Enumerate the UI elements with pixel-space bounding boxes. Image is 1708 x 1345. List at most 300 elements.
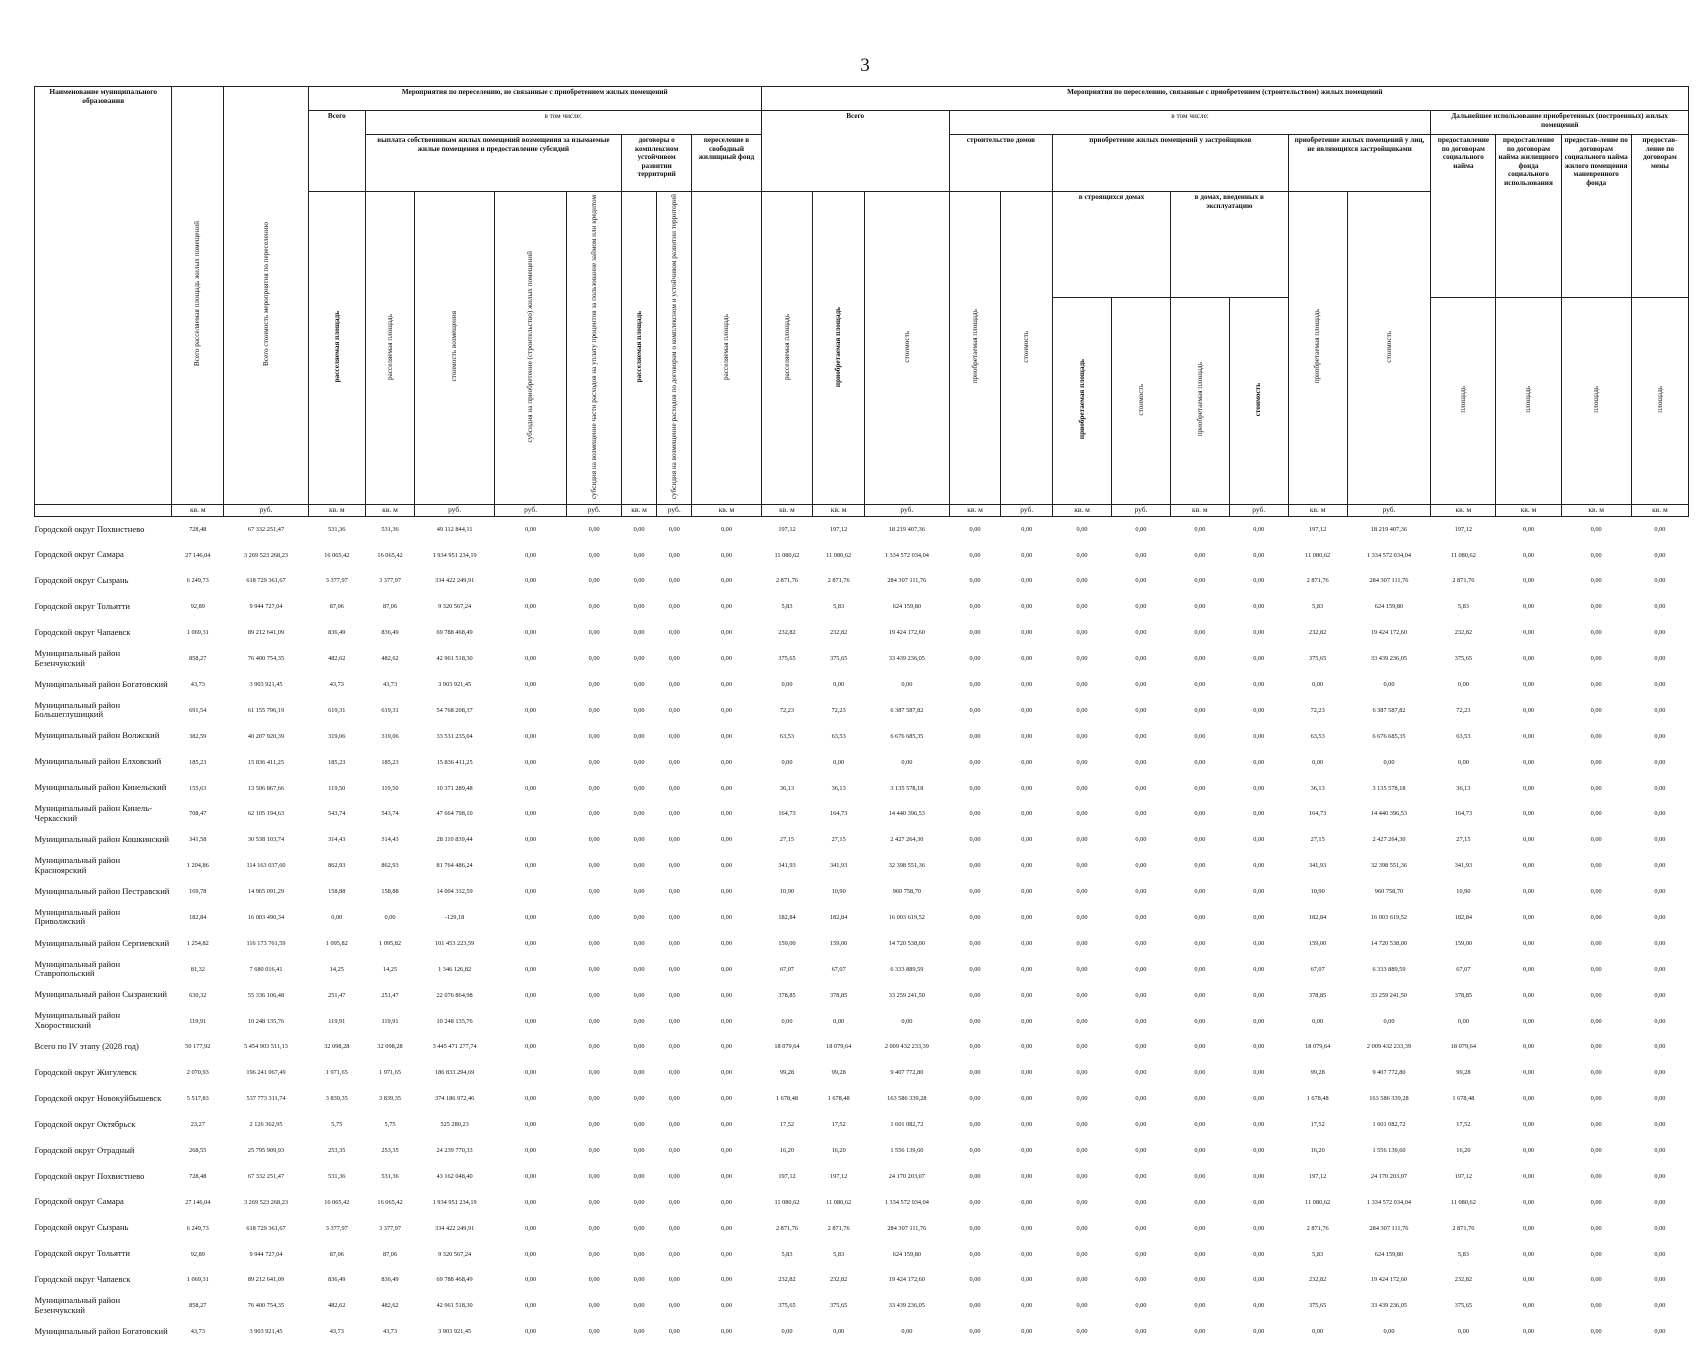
value-cell: 0,00 <box>1076 1224 1088 1232</box>
value-cell: 0,00 <box>720 1328 732 1336</box>
value-cell: 0,00 <box>1253 991 1265 999</box>
value-cell: 0,00 <box>588 629 600 637</box>
value-cell: 0,00 <box>1135 551 1147 559</box>
value-cell: 5,83 <box>1457 603 1469 611</box>
header-purchase-non-developers: приобретение жилых помещений у лиц, не являющихся застройщиками <box>1288 135 1431 192</box>
value-cell: 0,00 <box>1522 888 1534 896</box>
value-cell: 0,00 <box>1135 1043 1147 1051</box>
value-cell: 0,00 <box>1135 991 1147 999</box>
value-cell: 691,54 <box>189 706 207 714</box>
table-row <box>35 982 1689 1008</box>
value-cell: 0,00 <box>1194 1095 1206 1103</box>
value-cell: 0,00 <box>668 551 680 559</box>
value-cell: 0,00 <box>1522 577 1534 585</box>
value-cell: 482,62 <box>381 1302 399 1310</box>
value-cell: 36,13 <box>779 784 795 792</box>
value-cell: 43,73 <box>382 680 398 688</box>
value-cell: 63,53 <box>1310 732 1325 740</box>
value-cell: 14 965 091,29 <box>247 888 285 896</box>
value-cell: 0,00 <box>720 1095 732 1103</box>
value-cell: 0,00 <box>525 1224 537 1232</box>
value-cell: 0,00 <box>668 888 680 896</box>
table-row <box>35 879 1689 905</box>
value-cell: 0,00 <box>1076 836 1088 844</box>
value-cell: 87,06 <box>382 1250 398 1258</box>
value-cell: 5,83 <box>833 603 845 611</box>
value-cell: 0,00 <box>720 939 732 947</box>
value-cell: 0,00 <box>633 1172 645 1180</box>
unit-cell: руб. <box>224 504 309 516</box>
value-cell: 0,00 <box>633 1147 645 1154</box>
value-cell: 99,28 <box>1456 1069 1471 1077</box>
value-cell: 159,00 <box>829 939 848 947</box>
value-cell: 19 424 172,60 <box>888 629 925 637</box>
municipality-name: Городской округ Жигулевск <box>34 1067 137 1078</box>
value-cell: -129,18 <box>444 913 465 921</box>
value-cell: 0,00 <box>1590 939 1602 947</box>
value-cell: 24 170 203,07 <box>888 1172 925 1180</box>
value-cell: 61 155 796,19 <box>247 706 285 714</box>
value-cell: 525 280,23 <box>440 1121 469 1129</box>
value-cell: 0,00 <box>633 1302 645 1310</box>
value-cell: 0,00 <box>1135 629 1147 637</box>
value-cell: 0,00 <box>525 1172 537 1180</box>
value-cell: 0,00 <box>588 939 600 947</box>
resettlement-table-sheet <box>34 86 1689 1345</box>
value-cell: 0,00 <box>969 1069 981 1077</box>
value-cell: 69 788 468,49 <box>436 629 473 637</box>
value-cell: 0,00 <box>1590 525 1602 533</box>
value-cell: 0,00 <box>1654 1250 1666 1258</box>
value-cell: 0,00 <box>588 991 600 999</box>
value-cell: 163 586 339,28 <box>1369 1095 1409 1103</box>
value-cell: 630,32 <box>189 991 207 999</box>
value-cell: 0,00 <box>1654 1172 1666 1180</box>
header-compensation-cost: стоимость возмещения <box>415 192 495 505</box>
value-cell: 0,00 <box>588 1224 600 1232</box>
value-cell: 624 159,80 <box>1374 603 1404 611</box>
value-cell: 0,00 <box>720 706 732 714</box>
value-cell: 378,85 <box>829 991 848 999</box>
value-cell: 33 439 236,05 <box>888 655 925 663</box>
value-cell: 0,00 <box>588 577 600 585</box>
value-cell: 2 009 432 233,39 <box>1366 1043 1411 1051</box>
value-cell: 10 371 289,48 <box>436 784 473 792</box>
value-cell: 0,00 <box>525 1276 537 1284</box>
header-municipality: Наименование муниципального образования <box>35 87 172 505</box>
value-cell: 164,73 <box>1308 810 1327 818</box>
header-purchase-developers: приобретение жилых помещений у застройщиков <box>1053 135 1289 192</box>
value-cell: 375,65 <box>778 1302 796 1310</box>
municipality-name: Муниципальный район Кинельский <box>34 782 167 793</box>
value-cell: 19 424 172,60 <box>1370 629 1408 637</box>
value-cell: 1 334 572 034,04 <box>1366 551 1411 559</box>
value-cell: 0,00 <box>1194 1043 1206 1051</box>
value-cell: 0,00 <box>720 551 732 559</box>
value-cell: 0,00 <box>1654 603 1666 611</box>
unit-cell: кв. м <box>692 504 761 516</box>
value-cell: 0,00 <box>1590 577 1602 585</box>
value-cell: 0,00 <box>1253 758 1265 766</box>
value-cell: 0,00 <box>633 1276 645 1284</box>
table-row <box>35 620 1689 646</box>
value-cell: 0,00 <box>668 1328 680 1336</box>
municipality-name: Всего по IV этапу (2028 год) <box>34 1041 139 1052</box>
value-cell: 0,00 <box>1021 1172 1033 1180</box>
value-cell: 182,84 <box>1454 913 1473 921</box>
value-cell: 0,00 <box>525 1017 537 1025</box>
value-cell: 0,00 <box>1135 1172 1147 1180</box>
value-cell: 0,00 <box>720 1043 732 1051</box>
value-cell: 0,00 <box>633 1328 645 1336</box>
value-cell: 0,00 <box>588 1043 600 1051</box>
value-cell: 0,00 <box>1654 577 1666 585</box>
value-cell: 2 070,93 <box>186 1069 209 1077</box>
value-cell: 10,90 <box>1456 888 1471 896</box>
value-cell: 0,00 <box>1021 1069 1033 1077</box>
value-cell: 0,00 <box>668 1017 680 1025</box>
value-cell: 0,00 <box>720 1147 732 1154</box>
value-cell: 0,00 <box>1135 577 1147 585</box>
header-group-acquired: Мероприятия по переселению, связанные с приобретением (строительством) жилых помещений <box>761 87 1688 111</box>
value-cell: 0,00 <box>668 1147 680 1154</box>
header-resettled-area-total: расселяемая площадь <box>308 192 365 505</box>
table-row <box>35 516 1689 542</box>
value-cell: 0,00 <box>720 1224 732 1232</box>
value-cell: 0,00 <box>588 603 600 611</box>
header-resettled-area-payout: расселяемая площадь <box>365 192 415 505</box>
value-cell: 1 334 572 034,04 <box>884 1198 929 1206</box>
value-cell: 232,82 <box>1454 629 1473 637</box>
value-cell: 7 680 016,41 <box>249 965 283 973</box>
header-area-maneuver: площадь <box>1561 297 1631 504</box>
value-cell: 960 758,70 <box>1374 888 1404 896</box>
header-total-acquired: Всего <box>761 111 949 192</box>
value-cell: 0,00 <box>969 784 981 792</box>
value-cell: 0,00 <box>1253 680 1265 688</box>
value-cell: 0,00 <box>969 1328 981 1336</box>
unit-cell: руб. <box>1001 504 1053 516</box>
value-cell: 0,00 <box>1194 939 1206 947</box>
value-cell: 0,00 <box>1383 680 1395 688</box>
value-cell: 0,00 <box>1654 1069 1666 1077</box>
value-cell: 0,00 <box>1654 1017 1666 1025</box>
value-cell: 0,00 <box>1253 525 1265 533</box>
value-cell: 197,12 <box>778 525 796 533</box>
value-cell: 0,00 <box>969 862 981 870</box>
value-cell: 87,06 <box>329 1250 344 1258</box>
value-cell: 232,82 <box>829 629 848 637</box>
value-cell: 0,00 <box>1194 1017 1206 1025</box>
value-cell: 0,00 <box>1076 629 1088 637</box>
value-cell: 0,00 <box>969 991 981 999</box>
table-row <box>35 568 1689 594</box>
value-cell: 618 729 361,67 <box>246 577 286 585</box>
value-cell: 0,00 <box>969 706 981 714</box>
value-cell: 0,00 <box>1253 706 1265 714</box>
value-cell: 0,00 <box>1590 1147 1602 1154</box>
value-cell: 9 944 727,04 <box>249 1250 283 1258</box>
value-cell: 0,00 <box>1312 758 1324 766</box>
header-including-not-acquired: в том числе: <box>365 111 761 135</box>
value-cell: 0,00 <box>833 1017 845 1025</box>
value-cell: 0,00 <box>1654 629 1666 637</box>
value-cell: 1 254,82 <box>186 939 209 947</box>
value-cell: 232,82 <box>1308 629 1327 637</box>
value-cell: 0,00 <box>969 655 981 663</box>
header-construction: строительство домов <box>949 135 1052 192</box>
value-cell: 0,00 <box>1021 577 1033 585</box>
header-in-construction: в строящихся домах <box>1053 192 1171 298</box>
value-cell: 0,00 <box>1135 1328 1147 1336</box>
value-cell: 0,00 <box>1522 1198 1534 1206</box>
value-cell: 0,00 <box>1522 1147 1534 1154</box>
value-cell: 67,07 <box>831 965 846 973</box>
value-cell: 0,00 <box>1253 1069 1265 1077</box>
municipality-name: Муниципальный район Елховский <box>34 756 162 767</box>
value-cell: 0,00 <box>1654 836 1666 844</box>
value-cell: 0,00 <box>1021 836 1033 844</box>
value-cell: 11 080,62 <box>1450 1198 1476 1206</box>
value-cell: 0,00 <box>1253 1302 1265 1310</box>
value-cell: 0,00 <box>668 913 680 921</box>
value-cell: 0,00 <box>588 655 600 663</box>
municipality-name: Городской округ Сызрань <box>34 575 129 586</box>
value-cell: 0,00 <box>1654 810 1666 818</box>
value-cell: 0,00 <box>720 577 732 585</box>
municipality-name: Городской округ Похвистнево <box>34 523 145 534</box>
value-cell: 0,00 <box>1021 888 1033 896</box>
value-cell: 0,00 <box>1253 1198 1265 1206</box>
value-cell: 0,00 <box>1076 551 1088 559</box>
value-cell: 9 320 567,24 <box>438 603 472 611</box>
value-cell: 3 903 921,45 <box>438 1328 472 1336</box>
value-cell: 0,00 <box>633 913 645 921</box>
value-cell: 81 764 486,24 <box>436 862 473 870</box>
value-cell: 1 971,65 <box>325 1069 348 1077</box>
value-cell: 0,00 <box>633 603 645 611</box>
table-row <box>35 1138 1689 1164</box>
value-cell: 9 320 567,24 <box>438 1250 472 1258</box>
value-cell: 0,00 <box>668 655 680 663</box>
unit-cell: руб. <box>1229 504 1288 516</box>
value-cell: 0,00 <box>525 1069 537 1077</box>
value-cell: 72,23 <box>779 706 795 714</box>
value-cell: 0,00 <box>633 965 645 973</box>
value-cell: 0,00 <box>668 939 680 947</box>
value-cell: 36,13 <box>831 784 846 792</box>
value-cell: 836,49 <box>328 629 346 637</box>
municipality-name: Городской округ Новокуйбышевск <box>34 1092 162 1103</box>
value-cell: 0,00 <box>969 888 981 896</box>
value-cell: 836,49 <box>381 629 399 637</box>
value-cell: 0,00 <box>633 784 645 792</box>
value-cell: 6 249,73 <box>186 1224 209 1232</box>
value-cell: 42 961 518,30 <box>436 655 473 663</box>
value-cell: 0,00 <box>1522 939 1534 947</box>
value-cell: 0,00 <box>720 965 732 973</box>
value-cell: 197,12 <box>778 1172 796 1180</box>
municipality-name: Муниципальный район Хворостянский <box>34 1010 121 1031</box>
value-cell: 1 334 572 034,04 <box>884 551 929 559</box>
value-cell: 0,00 <box>1135 1276 1147 1284</box>
value-cell: 0,00 <box>1253 1121 1265 1129</box>
value-cell: 858,27 <box>189 655 207 663</box>
value-cell: 0,00 <box>525 913 537 921</box>
value-cell: 0,00 <box>720 1017 732 1025</box>
value-cell: 0,00 <box>1076 1302 1088 1310</box>
value-cell: 0,00 <box>1021 732 1033 740</box>
value-cell: 0,00 <box>633 810 645 818</box>
value-cell: 232,82 <box>829 1276 848 1284</box>
value-cell: 197,12 <box>1454 525 1473 533</box>
value-cell: 9 407 772,80 <box>890 1069 924 1077</box>
municipality-name: Городской округ Самара <box>34 549 124 560</box>
value-cell: 0,00 <box>1194 758 1206 766</box>
value-cell: 3 377,97 <box>325 577 348 585</box>
value-cell: 0,00 <box>1590 1224 1602 1232</box>
value-cell: 0,00 <box>668 732 680 740</box>
value-cell: 43,73 <box>329 680 344 688</box>
value-cell: 0,00 <box>1590 706 1602 714</box>
value-cell: 0,00 <box>1021 706 1033 714</box>
value-cell: 0,00 <box>1654 1198 1666 1206</box>
value-cell: 0,00 <box>1076 732 1088 740</box>
table-row <box>35 1112 1689 1138</box>
value-cell: 0,00 <box>525 629 537 637</box>
value-cell: 0,00 <box>1253 1224 1265 1232</box>
value-cell: 0,00 <box>1194 1328 1206 1336</box>
value-cell: 0,00 <box>720 784 732 792</box>
value-cell: 3 135 578,18 <box>1372 784 1406 792</box>
value-cell: 0,00 <box>1021 1043 1033 1051</box>
value-cell: 0,00 <box>720 1121 732 1129</box>
value-cell: 185,23 <box>189 758 207 766</box>
value-cell: 0,00 <box>1383 758 1395 766</box>
value-cell: 0,00 <box>1076 991 1088 999</box>
value-cell: 23,27 <box>190 1121 205 1129</box>
value-cell: 0,00 <box>588 965 600 973</box>
header-acquired-area-in-commissioned: приобретаемая площадь <box>1170 297 1229 504</box>
value-cell: 0,00 <box>969 1250 981 1258</box>
municipality-name: Городской округ Тольятти <box>34 601 131 611</box>
value-cell: 0,00 <box>668 1276 680 1284</box>
value-cell: 2 871,76 <box>1452 577 1475 585</box>
value-cell: 0,00 <box>1076 603 1088 611</box>
value-cell: 0,00 <box>633 655 645 663</box>
value-cell: 196 241 067,49 <box>246 1069 286 1077</box>
value-cell: 375,65 <box>1308 655 1327 663</box>
value-cell: 1 601 082,72 <box>1372 1121 1406 1129</box>
value-cell: 0,00 <box>833 758 845 766</box>
value-cell: 543,74 <box>328 810 346 818</box>
value-cell: 0,00 <box>1135 1198 1147 1206</box>
value-cell: 13 506 867,66 <box>247 784 285 792</box>
value-cell: 0,00 <box>1253 655 1265 663</box>
value-cell: 0,00 <box>969 1147 981 1154</box>
value-cell: 341,93 <box>829 862 848 870</box>
table-row <box>35 827 1689 853</box>
value-cell: 0,00 <box>1590 1069 1602 1077</box>
value-cell: 0,00 <box>633 1043 645 1051</box>
value-cell: 0,00 <box>668 1302 680 1310</box>
value-cell: 0,00 <box>1253 551 1265 559</box>
value-cell: 0,00 <box>720 810 732 818</box>
value-cell: 268,55 <box>189 1147 207 1154</box>
value-cell: 0,00 <box>901 1017 913 1025</box>
value-cell: 5,83 <box>1312 603 1324 611</box>
value-cell: 0,00 <box>1021 784 1033 792</box>
value-cell: 0,00 <box>1135 732 1147 740</box>
value-cell: 18 079,64 <box>826 1043 852 1051</box>
value-cell: 728,48 <box>189 525 207 533</box>
value-cell: 164,73 <box>829 810 848 818</box>
value-cell: 62 105 194,63 <box>247 810 285 818</box>
value-cell: 0,00 <box>525 1043 537 1051</box>
value-cell: 28 110 839,44 <box>436 836 473 844</box>
value-cell: 0,00 <box>1522 1172 1534 1180</box>
value-cell: 482,62 <box>328 655 346 663</box>
value-cell: 0,00 <box>1654 680 1666 688</box>
value-cell: 0,00 <box>668 810 680 818</box>
value-cell: 0,00 <box>1253 732 1265 740</box>
value-cell: 43,73 <box>190 1328 205 1336</box>
value-cell: 0,00 <box>720 732 732 740</box>
value-cell: 0,00 <box>1654 939 1666 947</box>
value-cell: 32 398 551,36 <box>888 862 925 870</box>
value-cell: 619,31 <box>328 706 346 714</box>
value-cell: 334 422 249,91 <box>434 1224 475 1232</box>
value-cell: 0,00 <box>633 629 645 637</box>
municipality-name: Городской округ Октябрьск <box>34 1118 136 1129</box>
value-cell: 0,00 <box>525 732 537 740</box>
value-cell: 0,00 <box>720 862 732 870</box>
value-cell: 1 069,31 <box>186 629 209 637</box>
value-cell: 0,00 <box>633 888 645 896</box>
value-cell: 6 387 587,82 <box>1372 706 1406 714</box>
value-cell: 0,00 <box>525 1198 537 1206</box>
value-cell: 0,00 <box>633 1224 645 1232</box>
value-cell: 0,00 <box>1135 1147 1147 1154</box>
value-cell: 378,85 <box>1454 991 1473 999</box>
value-cell: 164,73 <box>1454 810 1473 818</box>
value-cell: 0,00 <box>1194 1198 1206 1206</box>
value-cell: 0,00 <box>1522 1017 1534 1025</box>
value-cell: 169,78 <box>189 888 207 896</box>
value-cell: 0,00 <box>1021 810 1033 818</box>
value-cell: 0,00 <box>1135 1095 1147 1103</box>
value-cell: 375,65 <box>829 1302 848 1310</box>
value-cell: 2 871,76 <box>1306 1224 1329 1232</box>
value-cell: 6 333 889,59 <box>890 965 924 973</box>
value-cell: 0,00 <box>1590 836 1602 844</box>
value-cell: 99,28 <box>779 1069 795 1077</box>
value-cell: 0,00 <box>1076 758 1088 766</box>
value-cell: 159,00 <box>1454 939 1473 947</box>
value-cell: 0,00 <box>1076 965 1088 973</box>
value-cell: 619,31 <box>381 706 399 714</box>
value-cell: 0,00 <box>1135 913 1147 921</box>
value-cell: 0,00 <box>1194 629 1206 637</box>
value-cell: 0,00 <box>1522 1276 1534 1284</box>
value-cell: 87,06 <box>329 603 344 611</box>
value-cell: 0,00 <box>1135 1302 1147 1310</box>
value-cell: 375,65 <box>1454 1302 1473 1310</box>
value-cell: 2 427 264,30 <box>890 836 924 844</box>
municipality-name: Городской округ Тольятти <box>34 1248 131 1259</box>
value-cell: 0,00 <box>1253 1172 1265 1180</box>
value-cell: 0,00 <box>588 732 600 740</box>
